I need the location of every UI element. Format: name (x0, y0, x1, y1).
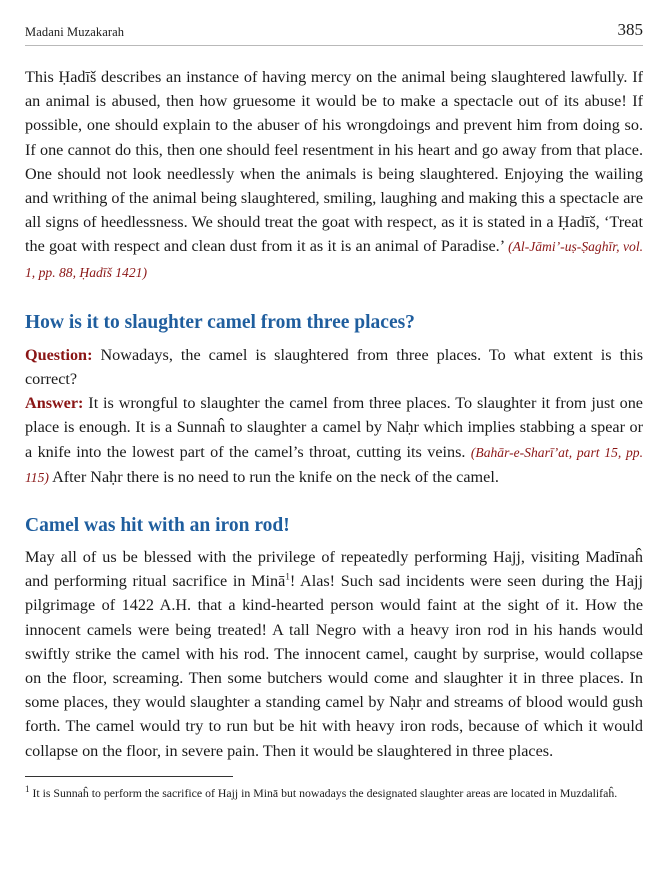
answer-text: It is wrongful to slaughter the camel from three places. To slaughter it from just one place is enough. It is a Sunnaĥ to slaughter a camel by Naḥr which implies stabbing a spear or a knife into the lowest part of the camel’s throat, cutting its veins. (25, 394, 643, 461)
footnote-divider (25, 776, 233, 777)
intro-paragraph (25, 65, 643, 285)
answer-tail: After Naḥr there is no need to run the knife on the neck of the camel. (48, 467, 499, 486)
intro-text: This Ḥadīš describes an instance of having mercy on the animal being slaughtered lawfully. If an animal is abused, then how gruesome it would be to make a spectacle out of its abuse! If possible, one should explain to the abuser of his wrongdoings and prevent him from doing so. If one cannot do this, then one should feel resentment in his heart and go away from that place. One should not look needlessly when the animals is being slaughtered. Enjoying the wailing and writhing of the animal being slaughtered, smiling, laughing and making this a spectacle are all signs of heedlessness. We should treat the goat with respect, as it is stated in a Ḥadīš, ‘Treat the goat with respect and clean dust from it as it is an animal of Paradise.’ (25, 68, 643, 256)
intro-citation: (Al-Jāmi’-uṣ-Ṣaghīr, vol. 1, pp. 88, Ḥadīš 1421) (25, 239, 643, 280)
footnote-marker: 1 (25, 783, 30, 794)
footnote (25, 785, 643, 801)
iron-rod-text-start: May all of us be blessed with the privilege of repeatedly performing Hajj, visiting Madīnaĥ and performing ritual sacrifice in Minā (25, 548, 643, 591)
answer-paragraph (25, 391, 643, 490)
running-header (25, 0, 643, 46)
iron-rod-text-rest: ! Alas! Such sad incidents were seen during the Hajj pilgrimage of 1422 A.H. that a kind-hearted person would faint at the sight of it. How the innocent camels were being treated! A tall Negro with a heavy iron rod in his hands would swiftly strike the camel with his rod. The innocent camel, caught by surprise, would collapse on the floor, screaming. Then some butchers would come and slaughter it in three places. In some places, they would slaughter a standing camel by Naḥr and streams of blood would gush forth. The camel would try to run but be hit with heavy iron rods, because of which it would collapse on the floor, in severe pain. Then it would be slaughtered in three places. (25, 572, 644, 760)
answer-citation: (Bahār-e-Sharī’at, part 15, pp. 115) (25, 444, 644, 485)
section-heading-slaughter-camel: How is it to slaughter camel from three places? (25, 311, 415, 333)
footnote-reference[interactable]: 1 (285, 571, 290, 582)
book-title: Madani Muzakarah (25, 25, 125, 39)
question-paragraph (25, 343, 643, 391)
section-heading-iron-rod: Camel was hit with an iron rod! (25, 515, 290, 537)
footnote-text: It is Sunnaĥ to perform the sacrifice of Hajj in Minā but nowadays the designated slaughter areas are located in Muzdalifaĥ. (29, 785, 618, 800)
page-number: 385 (617, 20, 643, 39)
question-text: Nowadays, the camel is slaughtered from three places. To what extent is this correct? (25, 345, 643, 389)
iron-rod-paragraph (25, 545, 643, 763)
question-label: Question: (25, 345, 93, 364)
answer-label: Answer: (25, 394, 84, 413)
